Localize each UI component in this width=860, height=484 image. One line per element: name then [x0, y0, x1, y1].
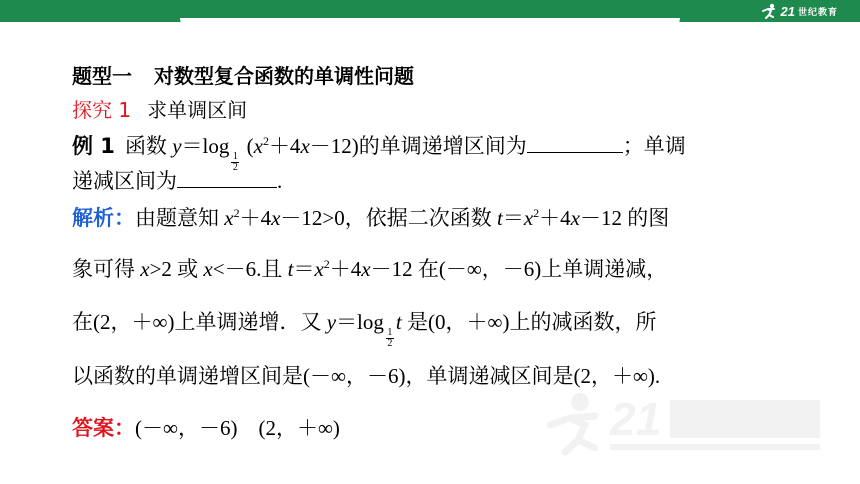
runner-icon — [760, 3, 778, 19]
example-text: 递减区间为 — [72, 169, 177, 193]
example-text: ＝log — [181, 134, 230, 158]
math-var: y — [172, 134, 182, 158]
math-var: x — [570, 206, 580, 230]
solution-text: ＋4 — [239, 206, 272, 230]
solution-text: 以函数的单调递增区间是(－∞，－6)，单调递减区间是(2，＋∞). — [72, 364, 661, 388]
math-var: t — [395, 310, 402, 334]
frac-numerator: 1 — [387, 327, 393, 338]
explore-label: 探究 1 — [72, 98, 132, 122]
exponent: 2 — [533, 206, 540, 220]
brand-logo — [760, 2, 838, 20]
solution-text: ＝log — [336, 310, 384, 334]
solution-text: 是(0，＋∞)上的减函数，所 — [401, 310, 657, 334]
frac-denominator: 2 — [232, 162, 238, 173]
solution-text: <－6.且 — [212, 257, 288, 281]
answer-line — [72, 412, 340, 442]
top-bar — [0, 0, 860, 22]
solution-text: ＋4 — [329, 257, 362, 281]
top-bar-notch — [180, 18, 680, 28]
math-var: x — [300, 134, 310, 158]
example-text: －12)的单调递增区间为 — [309, 134, 527, 158]
heading-type: 题型一 — [72, 64, 132, 88]
logo-text: 世纪教育 — [797, 6, 838, 17]
logo-number: 21 — [780, 3, 795, 19]
solution-line-3 — [72, 306, 656, 349]
solution-text: ＝ — [293, 257, 315, 281]
math-var: x — [253, 134, 263, 158]
solution-text: －12>0，依据二次函数 — [280, 206, 497, 230]
solution-text: >2 或 — [149, 257, 204, 281]
math-var: x — [314, 257, 324, 281]
answer-text: (－∞，－6) (2，＋∞) — [135, 416, 340, 440]
example-text: . — [277, 169, 283, 193]
solution-label: 解析： — [72, 206, 135, 230]
exponent: 2 — [262, 134, 269, 148]
svg-text:21: 21 — [610, 393, 662, 445]
example-text: 函数 — [124, 134, 173, 158]
frac-numerator: 1 — [232, 151, 238, 162]
answer-blank[interactable] — [527, 131, 623, 153]
solution-line-4 — [72, 360, 660, 390]
solution-text: －12 在(－∞，－6)上单调递减， — [370, 257, 668, 281]
solution-text: 象可得 — [72, 257, 141, 281]
example-text: ；单调 — [622, 134, 686, 158]
math-var: t — [287, 257, 294, 281]
example-text: ( — [241, 134, 254, 158]
solution-line-2 — [72, 253, 667, 283]
math-var: x — [523, 206, 534, 230]
example-label: 例 1 — [72, 134, 115, 158]
heading-title: 对数型复合函数的单调性问题 — [154, 64, 414, 88]
sub-heading — [72, 94, 247, 123]
math-var: y — [326, 310, 337, 334]
watermark-logo — [540, 380, 840, 460]
math-var: x — [224, 206, 234, 230]
solution-text: 由题意知 — [135, 206, 225, 230]
section-heading — [72, 60, 414, 89]
example-text: ＋4 — [268, 134, 301, 158]
solution-text: ＝ — [502, 206, 524, 230]
solution-text: －12 的图 — [580, 206, 670, 230]
exponent: 2 — [233, 206, 240, 220]
math-var: x — [140, 257, 150, 281]
explore-title: 求单调区间 — [147, 98, 248, 122]
math-var: x — [361, 257, 371, 281]
fraction — [386, 328, 394, 349]
solution-line-1 — [72, 202, 669, 232]
solution-text: ＋4 — [539, 206, 571, 230]
answer-blank[interactable] — [177, 166, 277, 188]
solution-text: 在(2，＋∞)上单调递增．又 — [72, 310, 327, 334]
exponent: 2 — [323, 257, 330, 271]
math-var: x — [271, 206, 281, 230]
frac-denominator: 2 — [387, 338, 393, 349]
math-var: x — [203, 257, 213, 281]
math-var: t — [497, 206, 503, 230]
answer-label: 答案： — [72, 416, 135, 440]
example-line-2 — [72, 162, 283, 195]
